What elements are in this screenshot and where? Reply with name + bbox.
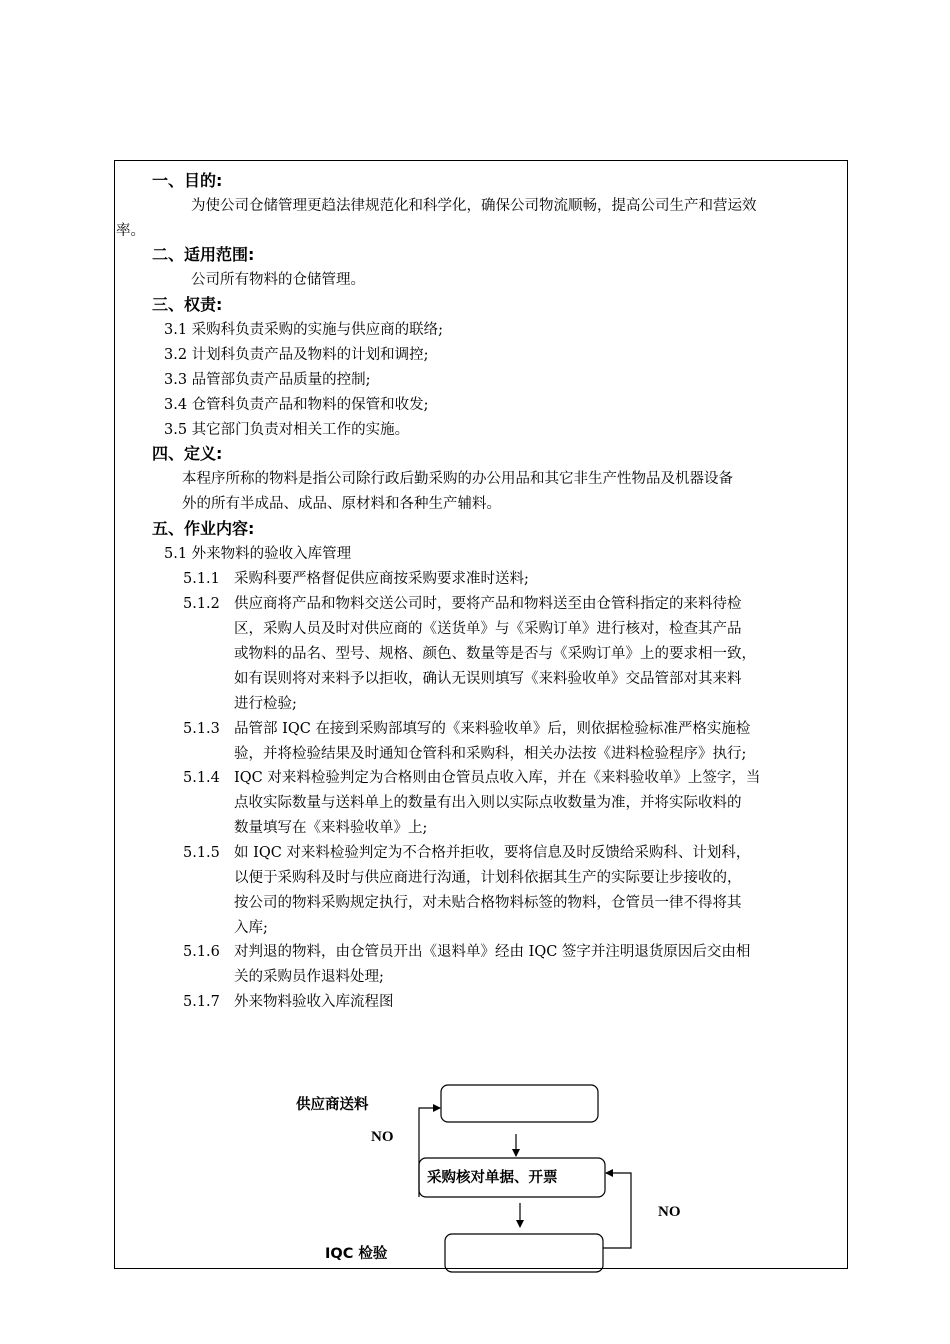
item-number: 5.1.4 [183, 770, 220, 786]
flow-arrow-no-right [603, 1173, 631, 1248]
scope-text: 公司所有物料的仓储管理。 [191, 272, 365, 288]
item-text-line: 关的采购员作退料处理; [234, 969, 384, 985]
item-number: 5.1.3 [183, 721, 220, 737]
item-number: 5.1.7 [183, 994, 220, 1010]
flow-label-supplier: 供应商送料 [296, 1097, 369, 1113]
item-text-line: 如有误则将对来料予以拒收，确认无误则填写《来料验收单》交品管部对其来料 [234, 671, 742, 687]
section-heading-operations: 五、作业内容: [152, 519, 255, 538]
item-number: 5.1.2 [183, 596, 220, 612]
item-text-line: 对判退的物料，由仓管员开出《退料单》经由 IQC 签字并注明退货原因后交由相 [234, 944, 751, 960]
item-text-line: 验，并将检验结果及时通知仓管科和采购科，相关办法按《进料检验程序》执行; [234, 746, 747, 762]
flow-box-iqc [445, 1234, 603, 1272]
flow-label-check: 采购核对单据、开票 [427, 1170, 558, 1186]
duty-item: 3.3 品管部负责产品质量的控制; [164, 372, 371, 388]
item-number: 5.1.6 [183, 944, 220, 960]
item-text-line: 按公司的物料采购规定执行，对未贴合格物料标签的物料，仓管员一律不得将其 [234, 895, 742, 911]
definition-text-line1: 本程序所称的物料是指公司除行政后勤采购的办公用品和其它非生产性物品及机器设备 [182, 471, 733, 487]
item-number: 5.1.5 [183, 845, 220, 861]
item-text-line: 采购科要严格督促供应商按采购要求准时送料; [234, 571, 529, 587]
definition-text-line2: 外的所有半成品、成品、原材料和各种生产辅料。 [182, 496, 501, 512]
section-heading-duties: 三、权责: [152, 295, 223, 314]
flow-label-no-right: NO [658, 1204, 681, 1220]
item-number: 5.1.1 [183, 571, 220, 587]
item-text-line: 进行检验; [234, 696, 297, 712]
duty-item: 3.4 仓管科负责产品和物料的保管和收发; [164, 397, 429, 413]
flow-box-supplier [441, 1085, 598, 1122]
item-text-line: 以便于采购科及时与供应商进行沟通，计划科依据其生产的实际要让步接收的， [234, 870, 742, 886]
item-text-line: 供应商将产品和物料交送公司时，要将产品和物料送至由仓管科指定的来料待检 [234, 596, 742, 612]
item-text-line: 点收实际数量与送料单上的数量有出入则以实际点收数量为准，并将实际收料的 [234, 795, 742, 811]
item-text-line: 品管部 IQC 在接到采购部填写的《来料验收单》后，则依据检验标准严格实施检 [234, 721, 751, 737]
item-text-line: 如 IQC 对来料检验判定为不合格并拒收，要将信息及时反馈给采购科、计划科， [234, 845, 751, 861]
item-text-line: 数量填写在《来料验收单》上; [234, 820, 428, 836]
item-text-line: 或物料的品名、型号、规格、颜色、数量等是否与《采购订单》上的要求相一致， [234, 646, 756, 662]
item-text-line: 区，采购人员及时对供应商的《送货单》与《采购订单》进行核对，检查其产品 [234, 621, 742, 637]
section-heading-definition: 四、定义: [152, 444, 223, 463]
duty-item: 3.1 采购科负责采购的实施与供应商的联络; [164, 322, 444, 338]
item-text-line: 外来物料验收入库流程图 [234, 994, 394, 1010]
duty-item: 3.5 其它部门负责对相关工作的实施。 [164, 422, 410, 438]
purpose-text-line2: 率。 [116, 223, 145, 239]
section-heading-scope: 二、适用范围: [152, 245, 255, 264]
section-heading-purpose: 一、目的: [152, 171, 223, 190]
operations-subtitle: 5.1 外来物料的验收入库管理 [164, 546, 352, 562]
purpose-text-line1: 为使公司仓储管理更趋法律规范化和科学化，确保公司物流顺畅，提高公司生产和营运效 [191, 198, 757, 214]
item-text-line: 入库; [234, 920, 268, 936]
flow-label-iqc: IQC 检验 [325, 1246, 388, 1262]
flow-label-no-left: NO [371, 1129, 394, 1145]
duty-item: 3.2 计划科负责产品及物料的计划和调控; [164, 347, 429, 363]
item-text-line: IQC 对来料检验判定为合格则由仓管员点收入库，并在《来料验收单》上签字，当 [234, 770, 761, 786]
